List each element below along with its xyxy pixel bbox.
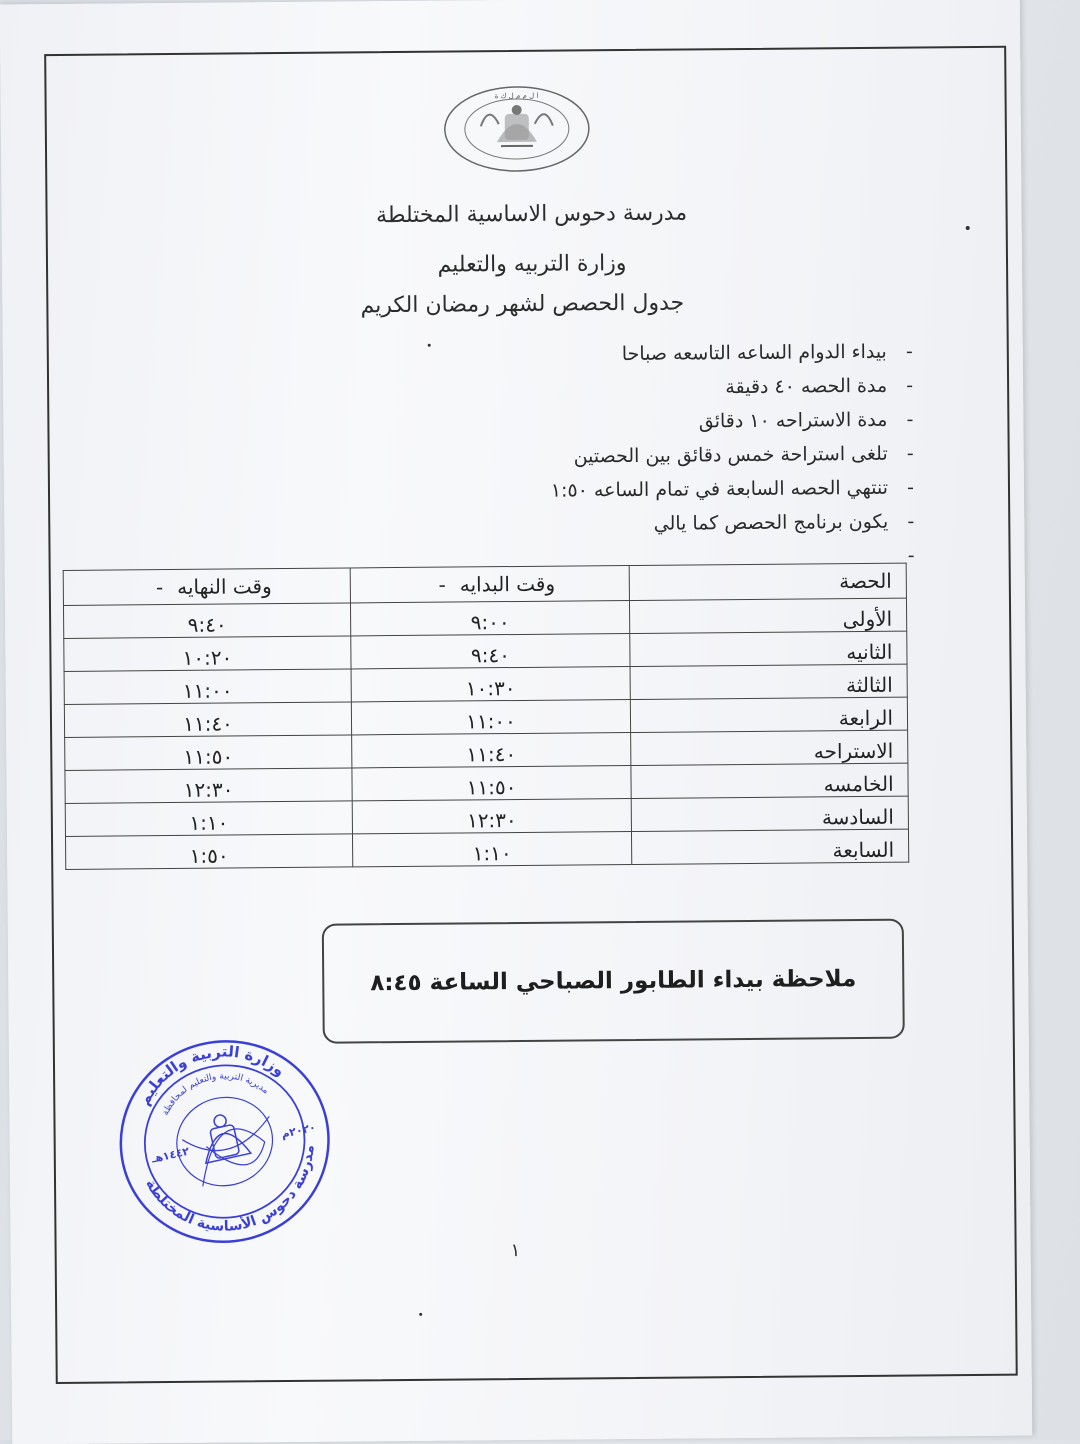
rule-item: - [907,544,915,567]
svg-text:وزارة التربية والتعليم: وزارة التربية والتعليم [134,1042,289,1109]
table-row: الأولى ٩:٠٠ ٩:٤٠ [63,598,906,638]
rule-item: -بيداء الدوام الساعه التاسعه صباحا [621,340,913,366]
ministry-name: وزارة التربيه والتعليم [437,251,627,278]
rule-item: -يكون برنامج الحصص كما يالي [653,510,915,535]
svg-text:مدرسة دحوس الأساسية المختلطة: مدرسة دحوس الأساسية المختلطة [142,1144,318,1235]
svg-text:١٤٤٢هـ: ١٤٤٢هـ [150,1144,191,1166]
school-stamp-icon [113,1030,337,1254]
table-row: الرابعة ١١:٠٠ ١١:٤٠ [64,697,907,737]
schedule-table [63,563,910,870]
table-row: الثالثة ١٠:٣٠ ١١:٠٠ [64,664,907,704]
header-period: الحصة [629,563,906,600]
page-number: ١ [510,1239,521,1262]
rule-item: -تنتهي الحصه السابعة في تمام الساعه ١:٥٠ [550,476,915,502]
header-start: وقت البدايه- [350,566,629,603]
table-row: السادسة ١٢:٣٠ ١:١٠ [65,796,908,836]
header-end: وقت النهايه- [63,568,350,606]
rules-list [523,335,915,576]
jordan-ministry-emblem-icon [440,83,593,174]
note-box [322,919,905,1044]
document-title: جدول الحصص لشهر رمضان الكريم [360,290,685,319]
table-row: السابعة ١:١٠ ١:٥٠ [65,829,908,869]
rule-item: -مدة الاستراحه ١٠ دقائق [698,408,914,433]
rule-item: -مدة الحصه ٤٠ دقيقة [725,374,914,399]
table-row: الاستراحه ١١:٤٠ ١١:٥٠ [65,730,908,770]
svg-text:مديرية التربية والتعليم لمحافظ: مديرية التربية والتعليم لمحافظة [160,1071,271,1118]
svg-text:٢٠٢٠م: ٢٠٢٠م [280,1120,318,1141]
ink-dot [419,1313,422,1316]
ink-dot [428,344,431,347]
svg-text:ا ل م م ل ك ة: ا ل م م ل ك ة [494,91,539,101]
rule-item: -تلغى استراحة خمس دقائق بين الحصتين [573,442,914,468]
table-row: الثانيه ٩:٤٠ ١٠:٢٠ [64,631,907,671]
school-name: مدرسة دحوس الاساسية المختلطة [376,200,688,229]
ink-dot [966,226,970,230]
note-text: ملاحظة بيداء الطابور الصباحي الساعة ٨:٤٥ [370,966,857,997]
table-row: الخامسه ١١:٥٠ ١٢:٣٠ [65,763,908,803]
